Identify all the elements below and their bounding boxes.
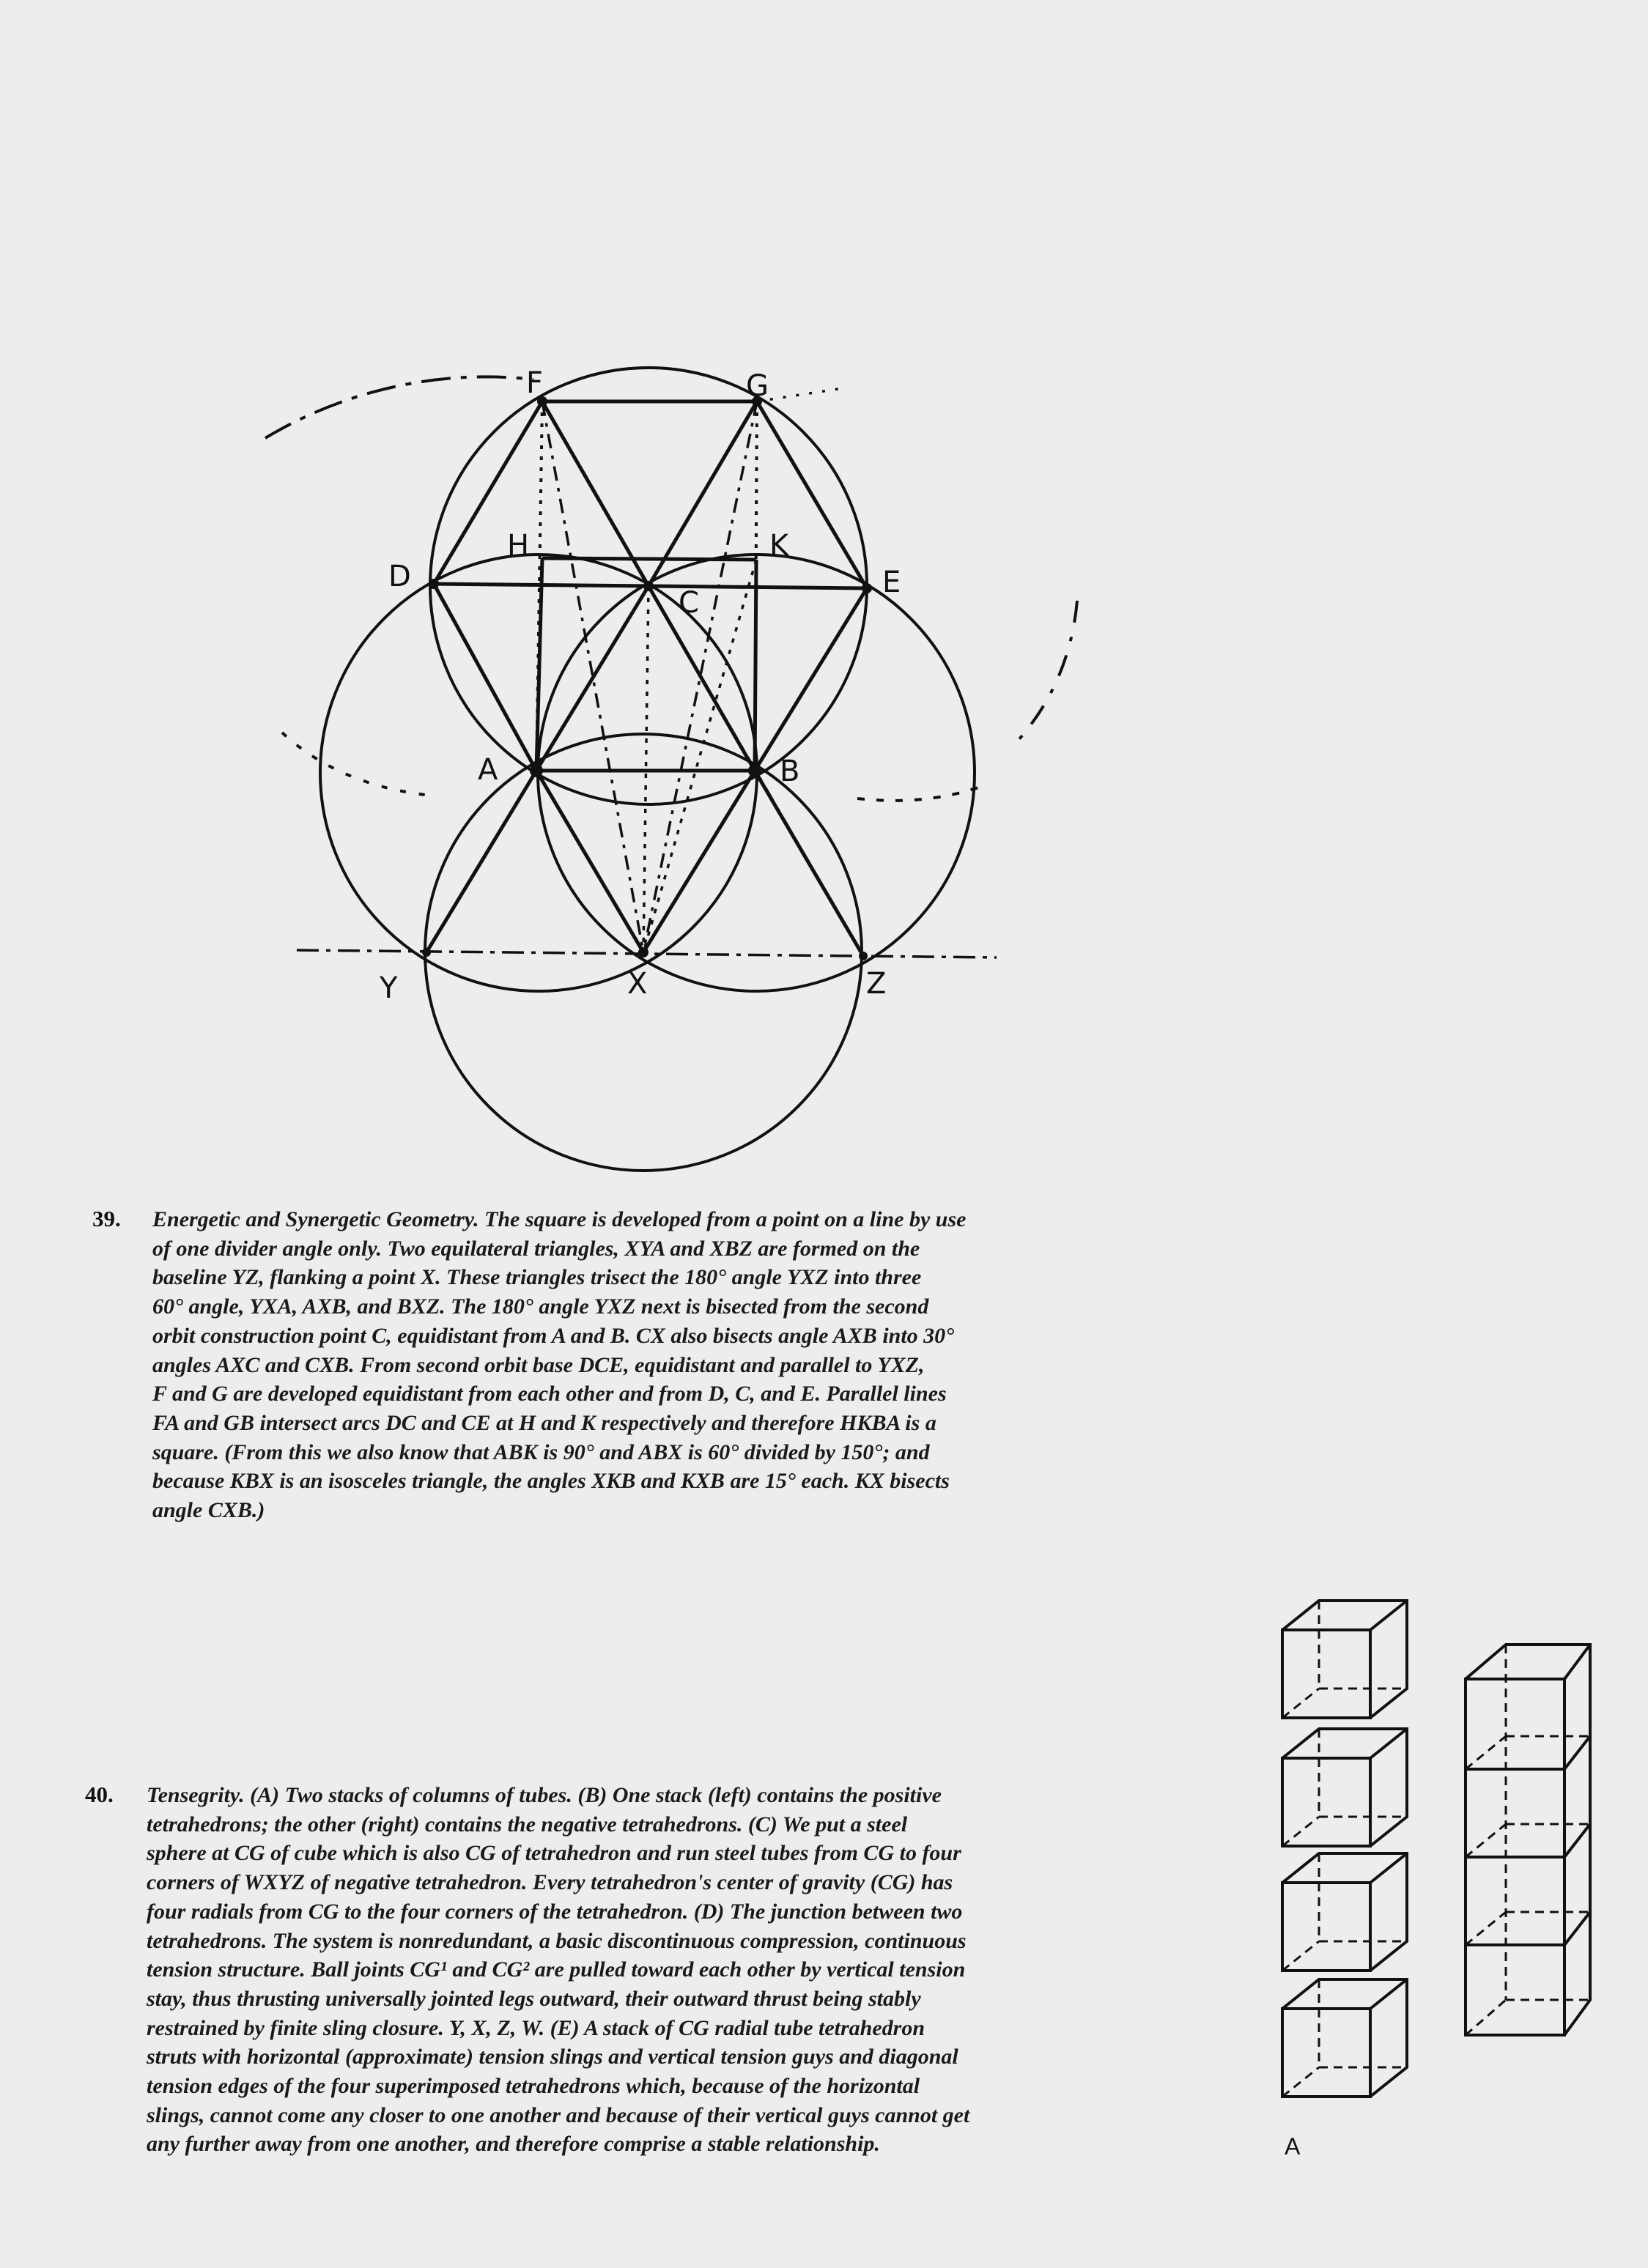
right-cube-column	[1466, 1645, 1590, 2035]
caption-line: corners of WXYZ of negative tetrahedron. Every tetrahedron's center of gravity (CG) has	[147, 1870, 953, 1895]
caption-line: of one divider angle only. Two equilateral triangles, XYA and XBZ are formed on the	[152, 1236, 920, 1261]
caption-line: restrained by finite sling closure. Y, X, Z, W. (E) A stack of CG radial tube tetrahedron	[147, 2015, 925, 2040]
label-z: Z	[866, 967, 887, 1001]
caption-line: angles AXC and CXB. From second orbit base DCE, equidistant and parallel to YXZ,	[152, 1352, 925, 1377]
left-cube-stack	[1282, 1601, 1407, 2097]
caption-line: slings, cannot come any closer to one another and because of their vertical guys cannot get	[147, 2102, 970, 2127]
label-k: K	[769, 529, 789, 563]
caption-line: Tensegrity. (A) Two stacks of columns of tubes. (B) One stack (left) contains the positive	[147, 1783, 942, 1807]
caption-line: F and G are developed equidistant from each other and from D, C, and E. Parallel lines	[152, 1382, 947, 1407]
label-h: H	[507, 529, 530, 563]
caption-line: stay, thus thrusting universally jointed legs outward, their outward thrust being stably	[147, 1986, 921, 2011]
caption-line: tension edges of the four superimposed tetrahedrons which, because of the horizontal	[147, 2074, 920, 2099]
caption-line: sphere at CG of cube which is also CG of tetrahedron and run steel tubes from CG to four	[147, 1841, 961, 1866]
cube	[1282, 1601, 1407, 1718]
caption-line: four radials from CG to the four corners of the tetrahedron. (D) The junction between two	[147, 1899, 963, 1924]
figure-40-label-a: A	[1285, 2133, 1301, 2160]
caption-line: because KBX is an isosceles triangle, the angles XKB and KXB are 15° each. KX bisects	[152, 1469, 950, 1494]
caption-line: any further away from one another, and therefore comprise a stable relationship.	[147, 2132, 880, 2157]
caption-line: orbit construction point C, equidistant from A and B. CX also bisects angle AXB into 30°	[152, 1323, 955, 1348]
label-e: E	[882, 566, 901, 599]
label-y: Y	[380, 971, 398, 1005]
caption-line: Energetic and Synergetic Geometry. The square is developed from a point on a line by use	[152, 1207, 967, 1231]
caption-line: 60° angle, YXA, AXB, and BXZ. The 180° angle YXZ next is bisected from the second	[152, 1294, 929, 1319]
caption-line: tetrahedrons. The system is nonredundant, a basic discontinuous compression, continuous	[147, 1928, 967, 1953]
label-b: B	[780, 755, 800, 788]
cube	[1282, 1853, 1407, 1971]
label-f: F	[526, 366, 544, 400]
cube	[1282, 1979, 1407, 2097]
label-d: D	[388, 560, 411, 593]
caption-line: baseline YZ, flanking a point X. These triangles trisect the 180° angle YXZ into three	[152, 1265, 922, 1290]
caption-line: tension structure. Ball joints CG¹ and CG² are pulled toward each other by vertical tension	[147, 1957, 966, 1982]
label-x: X	[627, 967, 648, 1001]
label-a: A	[478, 753, 498, 787]
caption-line: square. (From this we also know that ABK is 90° and ABX is 60° divided by 150°; and	[152, 1439, 930, 1464]
caption-line: FA and GB intersect arcs DC and CE at H and K respectively and therefore HKBA is a	[152, 1410, 936, 1435]
caption-line: struts with horizontal (approximate) tension slings and vertical tension guys and diagonal	[147, 2045, 958, 2069]
figure-40-number: 40.	[85, 1782, 114, 1807]
caption-line: angle CXB.)	[152, 1498, 265, 1523]
label-g: G	[746, 369, 769, 403]
figure-39-number: 39.	[92, 1206, 121, 1231]
cube	[1282, 1729, 1407, 1846]
label-c: C	[679, 586, 699, 620]
caption-line: tetrahedrons; the other (right) contains the negative tetrahedrons. (C) We put a steel	[147, 1812, 908, 1837]
